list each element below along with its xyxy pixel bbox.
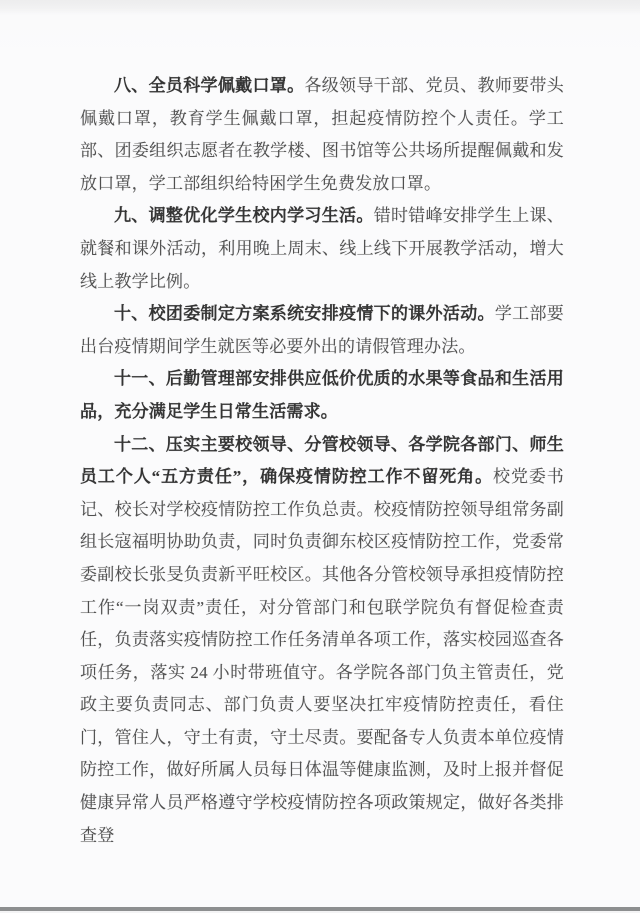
paragraph-item-10 — [80, 298, 564, 363]
paragraph-item-10-body: 学工部要出台疫情期间学生就医等必要外出的请假管理办法。 — [80, 304, 564, 356]
paragraph-item-8-body: 各级领导干部、党员、教师要带头佩戴口罩，教育学生佩戴口罩，担起疫情防控个人责任。学工部、团委组织志愿者在教学楼、图书馆等公共场所提醒佩戴和发放口罩，学工部组织给特困学生免费发放口罩。 — [80, 76, 565, 193]
paragraph-item-8-heading: 八、全员科学佩戴口罩。 — [114, 76, 305, 95]
paragraph-item-9 — [80, 200, 564, 298]
paragraph-item-11 — [80, 363, 564, 428]
paragraph-item-12-body: 校党委书记、校长对学校疫情防控工作负总责。校疫情防控领导组常务副组长寇福明协助负责，同时负责御东校区疫情防控工作，党委常委副校长张旻负责新平旺校区。其他各分管校领导承担疫情防控工作“一岗双责”责任，对分管部门和包联学院负有督促检查责任，负责落实疫情防控工作任务清单各项工作，落实校园巡查各项任务，落实 24 小时带班值守。各学院各部门负主管责任，党政主要负责同志、部门负责人要坚决扛牢疫情防控责任，看住门，管住人，守土有责，守土尽责。要配备专人负责本单位疫情防控工作，做好所属人员每日体温等健康监测，及时上报并督促健康异常人员严格遵守学校疫情防控各项政策规定，做好各类排查登 — [80, 467, 564, 845]
paragraph-item-9-body: 错时错峰安排学生上课、就餐和课外活动，利用晚上周末、线上线下开展教学活动，增大线上教学比例。 — [80, 206, 565, 291]
document-content — [80, 70, 564, 852]
paragraph-item-11-heading: 十一、后勤管理部安排供应低价优质的水果等食品和生活用品，充分满足学生日常生活需求。 — [80, 369, 564, 421]
paragraph-item-9-heading: 九、调整优化学生校内学习生活。 — [114, 206, 374, 226]
paragraph-item-12 — [80, 429, 564, 853]
paragraph-item-12-heading: 十二、压实主要校领导、分管校领导、各学院各部门、师生员工个人“五方责任”，确保疫情防控工作不留死角。 — [80, 434, 564, 487]
paragraph-item-8 — [80, 70, 564, 200]
paragraph-item-10-heading: 十、校团委制定方案系统安排疫情下的课外活动。 — [114, 304, 495, 324]
scan-top-edge — [0, 0, 640, 14]
